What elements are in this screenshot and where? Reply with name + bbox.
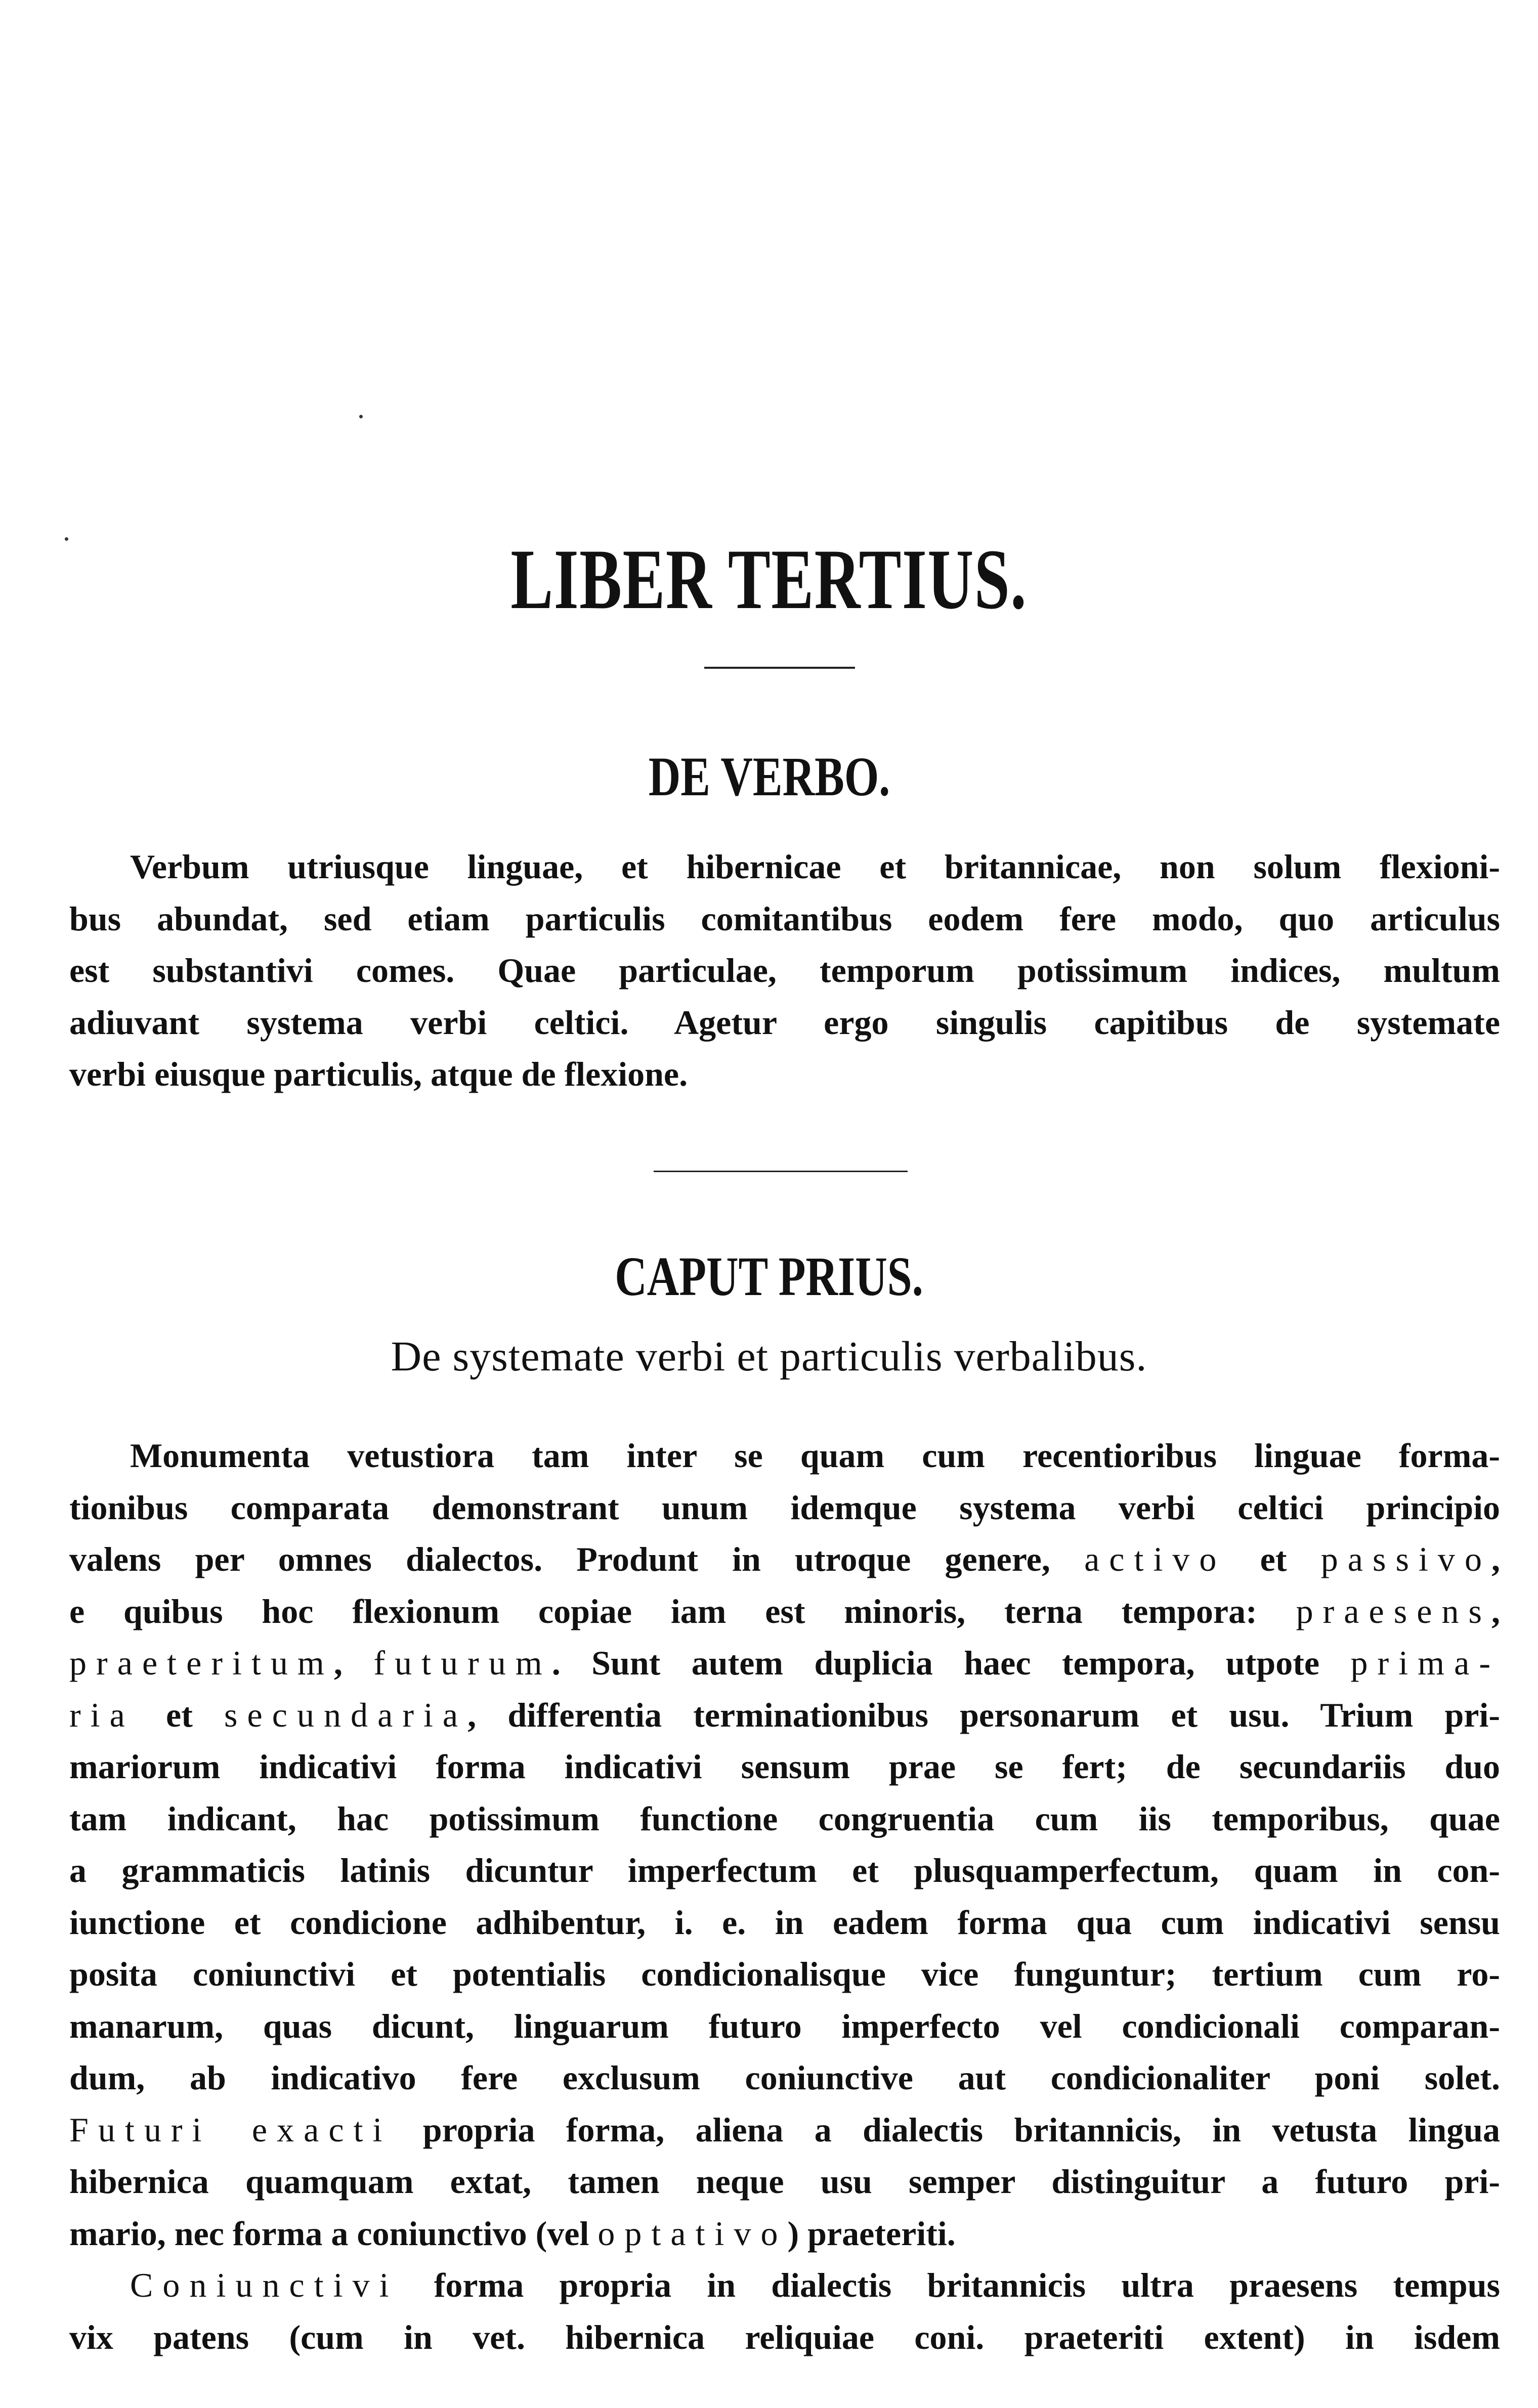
text-run: , <box>333 1644 374 1682</box>
text-line <box>69 841 1500 893</box>
spaced-emphasis: Coniunctivi <box>130 2266 399 2304</box>
text-line <box>69 1637 1500 1689</box>
text-run: mario, nec forma a coniunctivo (vel <box>69 2214 598 2253</box>
spaced-emphasis: futurum <box>373 1644 552 1682</box>
text-line <box>69 1741 1500 1793</box>
intro-paragraph <box>69 841 1500 1100</box>
text-run: verbi eiusque particulis, atque de flexione. <box>69 1055 688 1093</box>
text-line <box>69 1689 1500 1741</box>
chapter-title-text: CAPUT PRIUS. <box>615 1245 923 1307</box>
spaced-emphasis: prima- <box>1350 1644 1501 1682</box>
text-run: est substantivi comes. Quae particulae, temporum potissimum indices, multum <box>69 951 1500 990</box>
body-paragraphs <box>69 1430 1500 2363</box>
text-run: Verbum utriusque linguae, et hibernicae et britannicae, non solum flexioni- <box>130 847 1500 886</box>
text-line <box>69 1482 1500 1534</box>
text-run: . Sunt autem duplicia haec tempora, utpote <box>551 1644 1351 1682</box>
text-run: valens per omnes dialectos. Produnt in utroque genere, <box>69 1540 1085 1578</box>
spaced-emphasis: secundaria <box>224 1695 468 1734</box>
chapter-subtitle: De systemate verbi et particulis verbalibus. <box>391 1333 1147 1380</box>
spaced-emphasis: praeteritum <box>69 1644 334 1682</box>
divider-rule <box>704 667 855 669</box>
text-line <box>69 2000 1500 2052</box>
text-run: ) praeteriti. <box>787 2214 956 2253</box>
section-title-text: DE VERBO. <box>648 746 890 807</box>
text-run: forma propria in dialectis britannicis ultra praesens tempus <box>398 2266 1500 2304</box>
text-line <box>69 1533 1500 1585</box>
text-run: , differentia terminationibus personarum et usu. Trium pri- <box>467 1695 1500 1734</box>
text-run: dum, ab indicativo fere exclusum coniunctive aut condicionaliter poni solet. <box>69 2058 1500 2097</box>
text-run: , <box>1491 1540 1501 1578</box>
text-line <box>69 893 1500 945</box>
text-run: tam indicant, hac potissimum functione congruentia cum iis temporibus, quae <box>69 1799 1500 1838</box>
text-line <box>69 2104 1500 2156</box>
text-run: a grammaticis latinis dicuntur imperfectum et plusquamperfectum, quam in con- <box>69 1851 1500 1889</box>
text-line <box>69 1897 1500 1949</box>
text-line <box>69 2311 1500 2363</box>
text-line <box>69 2208 1500 2260</box>
text-line <box>69 944 1500 997</box>
text-line <box>69 1430 1500 1482</box>
text-run: iunctione et condicione adhibentur, i. e. in eadem forma qua cum indicativi sensu <box>69 1903 1500 1942</box>
text-run: hibernica quamquam extat, tamen neque usu semper distinguitur a futuro pri- <box>69 2162 1500 2201</box>
text-run: mariorum indicativi forma indicativi sensum prae se fert; de secundariis duo <box>69 1747 1500 1786</box>
text-run: posita coniunctivi et potentialis condicionalisque vice funguntur; tertium cum ro- <box>69 1955 1500 1993</box>
text-run: vix patens (cum in vet. hibernica reliquiae coni. praeteriti extent) in isdem <box>69 2317 1500 2356</box>
text-run: manarum, quas dicunt, linguarum futuro imperfecto vel condicionali comparan- <box>69 2006 1500 2045</box>
text-line <box>69 1048 1500 1100</box>
spaced-emphasis: passivo <box>1320 1540 1492 1578</box>
section-title <box>0 746 1538 807</box>
text-run: tionibus comparata demonstrant unum idemque systema verbi celtici principio <box>69 1488 1500 1527</box>
text-line <box>69 1844 1500 1897</box>
divider-rule <box>654 1171 908 1172</box>
text-line <box>69 1585 1500 1638</box>
text-run: propria forma, aliena a dialectis britannicis, in vetusta lingua <box>392 2110 1500 2149</box>
text-line <box>69 997 1500 1049</box>
spaced-emphasis: activo <box>1084 1540 1226 1578</box>
text-run: adiuvant systema verbi celtici. Agetur ergo singulis capitibus de systemate <box>69 1003 1500 1042</box>
spaced-emphasis: praesens <box>1296 1592 1491 1630</box>
text-run: et <box>1226 1540 1321 1578</box>
book-title-text: LIBER TERTIUS. <box>510 532 1028 627</box>
book-title <box>0 532 1538 627</box>
text-run: bus abundat, sed etiam particulis comitantibus eodem fere modo, quo articulus <box>69 899 1500 938</box>
print-speck <box>359 415 363 418</box>
text-run: , <box>1491 1592 1500 1630</box>
spaced-emphasis: ria <box>69 1695 135 1734</box>
text-run: e quibus hoc flexionum copiae iam est minoris, terna tempora: <box>69 1592 1296 1630</box>
text-run: Monumenta vetustiora tam inter se quam cum recentioribus linguae forma- <box>130 1436 1500 1475</box>
text-line <box>69 1948 1500 2000</box>
spaced-emphasis: optativo <box>597 2214 788 2253</box>
text-run: et <box>134 1695 225 1734</box>
spaced-emphasis: Futuri exacti <box>69 2110 392 2149</box>
text-line <box>69 2052 1500 2104</box>
text-line <box>69 2156 1500 2208</box>
chapter-title <box>0 1245 1538 1307</box>
text-line <box>69 2259 1500 2311</box>
text-line <box>69 1793 1500 1845</box>
